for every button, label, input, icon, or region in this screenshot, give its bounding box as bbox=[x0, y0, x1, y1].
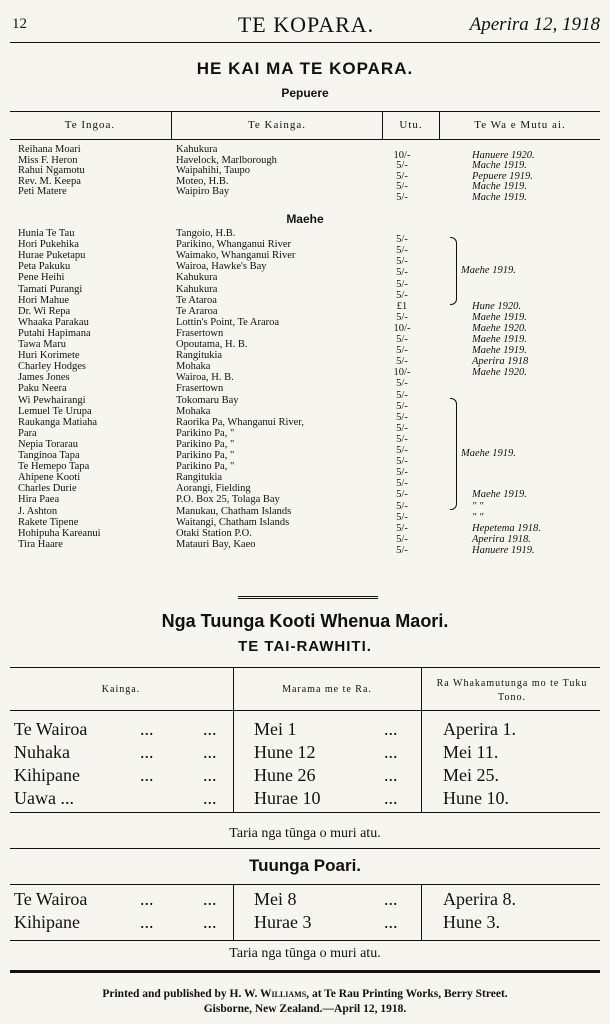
subscriber-place: Havelock, Marlborough bbox=[176, 154, 277, 166]
dots: ... bbox=[384, 719, 398, 739]
subscriber-price: 5/- bbox=[396, 522, 408, 534]
publisher-name: H. W. Williams, bbox=[229, 988, 310, 1000]
subscriber-price: 5/- bbox=[396, 345, 408, 357]
date: Mei 1 bbox=[254, 719, 297, 739]
subscriber-price: 10/- bbox=[393, 367, 411, 379]
table2-bottom-rule bbox=[10, 812, 600, 813]
subscriber-price: 5/- bbox=[396, 544, 408, 556]
subscriber-name: Tawa Maru bbox=[18, 339, 66, 350]
subscribers-title: HE KAI MA TE KOPARA. bbox=[196, 59, 414, 78]
subscriber-place: Mohaka bbox=[176, 361, 211, 373]
subscriber-price: 5/- bbox=[396, 411, 408, 423]
place: Te Wairoa bbox=[14, 719, 88, 739]
place: Nuhaka bbox=[14, 742, 70, 762]
subscriber-price: 5/- bbox=[396, 160, 408, 172]
subscriber-place: Frasertown bbox=[176, 383, 224, 395]
subscriber-place: Waimako, Whanganui River bbox=[176, 250, 296, 262]
subscriber-price: 5/- bbox=[396, 467, 408, 479]
place: Te Wairoa bbox=[14, 889, 88, 909]
subscriber-place: Moteo, H.B. bbox=[176, 175, 229, 187]
subscriber-row bbox=[0, 234, 610, 251]
board-row bbox=[0, 911, 610, 933]
subscriber-name: Rakete Tipene bbox=[18, 516, 79, 528]
subscriber-place: Wairoa, Hawke's Bay bbox=[176, 261, 267, 273]
subscriber-place: Matauri Bay, Kaeo bbox=[176, 538, 256, 550]
date: Hune 26 bbox=[254, 765, 316, 785]
dots: ... bbox=[203, 788, 217, 808]
subscriber-name: Rev. M. Keepa bbox=[18, 175, 81, 187]
subscriber-name: Raukanga Matiaha bbox=[18, 416, 98, 428]
subscriber-place: Otaki Station P.O. bbox=[176, 527, 252, 539]
subscriber-place: Parikino Pa, " bbox=[176, 438, 235, 450]
subscriber-place: Waitangi, Chatham Islands bbox=[176, 516, 290, 528]
subscriber-expiry: Maehe 1919. bbox=[472, 311, 527, 323]
subscriber-name: Dr. Wi Repa bbox=[18, 305, 71, 317]
subscriber-name: Tira Haare bbox=[18, 538, 63, 550]
subscriber-expiry: Pepuere 1919. bbox=[472, 170, 533, 182]
court-row bbox=[0, 718, 610, 740]
deadline: Hune 10. bbox=[443, 788, 509, 808]
dots: ... bbox=[203, 719, 217, 739]
col-divider bbox=[171, 111, 172, 139]
place: Kihipane bbox=[14, 912, 80, 932]
dots: ... bbox=[140, 765, 154, 785]
subscriber-name: Hori Mahue bbox=[18, 294, 70, 306]
subscriber-expiry: Hanuere 1919. bbox=[472, 544, 535, 556]
table3-bottom-rule bbox=[10, 940, 600, 941]
subscriber-expiry: Mache 1919. bbox=[472, 181, 527, 193]
subscriber-price: 5/- bbox=[396, 289, 408, 301]
court-title: Nga Tuunga Kooti Whenua Maori. bbox=[161, 611, 449, 631]
court-note: Taria nga tūnga o muri atu. bbox=[229, 826, 381, 841]
subscriber-place: Kahukura bbox=[176, 272, 218, 284]
subscriber-price: 5/- bbox=[396, 245, 408, 257]
subscriber-place: Tangoio, H.B. bbox=[176, 228, 236, 239]
subscriber-expiry: Hune 1920. bbox=[472, 300, 521, 312]
place: Uawa ... bbox=[14, 788, 74, 808]
subscriber-place: Raorika Pa, Whanganui River, bbox=[176, 416, 304, 428]
subscriber-expiry: " " bbox=[472, 511, 484, 523]
subscriber-name: Lemuel Te Urupa bbox=[18, 405, 92, 417]
subscriber-expiry: Maehe 1920. bbox=[472, 322, 527, 334]
subscriber-name: Tanginoa Tapa bbox=[18, 450, 80, 461]
subscriber-name: Huri Korimete bbox=[18, 350, 80, 362]
subscriber-expiry: Mache 1919. bbox=[472, 160, 527, 172]
board-row bbox=[0, 888, 610, 910]
subscriber-name: Tamati Purangi bbox=[18, 283, 83, 295]
subscriber-price: 10/- bbox=[393, 322, 411, 334]
dots: ... bbox=[384, 889, 398, 909]
subscriber-price: 5/- bbox=[396, 278, 408, 290]
subscriber-place: Parikino Pa, " bbox=[176, 427, 235, 439]
dots: ... bbox=[384, 788, 398, 808]
deadline: Aperira 1. bbox=[443, 719, 516, 739]
subscriber-price: 5/- bbox=[396, 445, 408, 456]
subscriber-price: 5/- bbox=[396, 356, 408, 368]
table2-header-rule bbox=[10, 710, 600, 711]
subscriber-name: Ahipene Kooti bbox=[18, 472, 81, 484]
dots: ... bbox=[140, 912, 154, 932]
subscriber-expiry: Hepetema 1918. bbox=[472, 522, 541, 534]
date: Hurae 10 bbox=[254, 788, 321, 808]
subscriber-name: James Jones bbox=[18, 372, 70, 384]
place: Kihipane bbox=[14, 765, 80, 785]
col-header-kainga: Kainga. bbox=[101, 684, 141, 695]
subscriber-row bbox=[0, 228, 610, 239]
subscriber-price: 5/- bbox=[396, 334, 408, 345]
table3-top-rule bbox=[10, 884, 600, 885]
imprint-prefix: Printed and published by bbox=[102, 988, 227, 1000]
subscriber-price: 5/- bbox=[396, 511, 408, 523]
subscriber-name: Hira Paea bbox=[18, 494, 60, 506]
subscriber-place: Kahukura bbox=[176, 144, 218, 155]
date: Mei 8 bbox=[254, 889, 297, 909]
subscriber-place: Mohaka bbox=[176, 405, 211, 417]
subscriber-name: Peti Matere bbox=[18, 186, 67, 198]
deadline: Mei 11. bbox=[443, 742, 499, 762]
table-header-rule bbox=[10, 139, 600, 140]
subscriber-place: Rangitukia bbox=[176, 350, 223, 362]
dots: ... bbox=[203, 912, 217, 932]
subscriber-place: Rangitukia bbox=[176, 472, 223, 484]
subscriber-place: Waipiro Bay bbox=[176, 186, 230, 198]
subscriber-row bbox=[0, 456, 610, 473]
subscriber-expiry: Maehe 1919. bbox=[472, 489, 527, 501]
subscriber-price: 5/- bbox=[396, 170, 408, 182]
issue-date: Aperira 12, 1918 bbox=[469, 14, 600, 35]
subscriber-expiry: Maehe 1920. bbox=[472, 367, 527, 379]
court-row bbox=[0, 741, 610, 763]
subscriber-price: 5/- bbox=[396, 311, 408, 323]
subscriber-name: Rahui Ngamotu bbox=[18, 165, 85, 177]
dots: ... bbox=[140, 742, 154, 762]
board-note: Taria nga tūnga o muri atu. bbox=[229, 946, 381, 961]
section-heading-pepuere: Pepuere bbox=[281, 86, 329, 100]
subscriber-price: £1 bbox=[396, 300, 408, 312]
subscriber-name: Paku Neera bbox=[18, 383, 67, 395]
subscriber-expiry: Aperira 1918. bbox=[472, 533, 531, 545]
subscriber-name: Hori Pukehika bbox=[18, 239, 79, 251]
section-heading-maehe: Maehe bbox=[286, 212, 324, 226]
subscriber-price: 5/- bbox=[396, 456, 408, 468]
subscriber-price: 5/- bbox=[396, 192, 408, 203]
subscriber-name: Peta Pakuku bbox=[18, 261, 71, 273]
board-title: Tuunga Poari. bbox=[248, 856, 362, 875]
section-divider bbox=[238, 596, 378, 601]
court-note-rule bbox=[10, 848, 600, 849]
col-header-deadline: Ra Whakamutunga mo te Tuku Tono. bbox=[436, 678, 588, 703]
dots: ... bbox=[203, 765, 217, 785]
subscriber-place: Opoutama, H. B. bbox=[176, 339, 248, 350]
court-row bbox=[0, 764, 610, 786]
subscriber-name: Nepia Torarau bbox=[18, 438, 79, 450]
subscriber-place: Kahukura bbox=[176, 283, 218, 295]
subscriber-place: P.O. Box 25, Tolaga Bay bbox=[176, 494, 280, 506]
bracket-label: Maehe 1919. bbox=[461, 448, 516, 459]
subscriber-price: 5/- bbox=[396, 389, 408, 401]
subscriber-expiry: Mache 1919. bbox=[472, 192, 527, 203]
subscriber-expiry: Maehe 1919. bbox=[472, 345, 527, 357]
subscriber-place: Te Araroa bbox=[176, 305, 218, 317]
subscriber-price: 5/- bbox=[396, 433, 408, 445]
subscriber-price: 5/- bbox=[396, 234, 408, 246]
subscriber-name: Wi Pewhairangi bbox=[18, 394, 86, 406]
subscriber-price: 5/- bbox=[396, 478, 408, 490]
page-header bbox=[12, 12, 600, 38]
court-subtitle: TE TAI-RAWHITI. bbox=[238, 638, 372, 655]
subscriber-price: 5/- bbox=[396, 489, 408, 501]
bracket-label: Maehe 1919. bbox=[461, 265, 516, 276]
subscriber-name: Charley Hodges bbox=[18, 361, 86, 373]
dots: ... bbox=[384, 765, 398, 785]
masthead-title: TE KOPARA. bbox=[237, 12, 375, 37]
subscriber-price: 5/- bbox=[396, 422, 408, 434]
subscriber-expiry: Maehe 1919. bbox=[472, 334, 527, 345]
col-header-expiry: Te Wa e Mutu ai. bbox=[474, 119, 566, 131]
subscriber-row bbox=[0, 445, 610, 461]
subscriber-name: Hohipuha Kareanui bbox=[18, 527, 101, 539]
deadline: Mei 25. bbox=[443, 765, 499, 785]
imprint bbox=[10, 987, 600, 1017]
subscriber-name: Pene Heihi bbox=[18, 272, 65, 284]
subscriber-place: Aorangi, Fielding bbox=[176, 483, 251, 495]
dots: ... bbox=[203, 889, 217, 909]
subscriber-price: 5/- bbox=[396, 256, 408, 268]
subscriber-place: Tokomaru Bay bbox=[176, 394, 239, 406]
dots: ... bbox=[203, 742, 217, 762]
col-header-date: Marama me te Ra. bbox=[282, 684, 372, 695]
imprint-line2: Gisborne, New Zealand.—April 12, 1918. bbox=[203, 1003, 407, 1015]
subscriber-place: Frasertown bbox=[176, 327, 224, 339]
dots: ... bbox=[384, 912, 398, 932]
col-header-name: Te Ingoa. bbox=[64, 119, 116, 131]
subscriber-name: Hunia Te Tau bbox=[18, 228, 75, 239]
dots: ... bbox=[384, 742, 398, 762]
col-header-price: Utu. bbox=[399, 119, 423, 131]
bracket bbox=[450, 237, 457, 305]
subscriber-name: Te Hemepo Tapa bbox=[18, 461, 90, 473]
subscriber-expiry: Aperira 1918 bbox=[472, 356, 529, 368]
subscriber-name: Putahi Hapimana bbox=[18, 327, 91, 339]
table2-top-rule bbox=[10, 667, 600, 668]
subscriber-place: Manukau, Chatham Islands bbox=[176, 505, 292, 517]
col-divider bbox=[439, 111, 440, 139]
subscriber-place: Parikino Pa, " bbox=[176, 461, 235, 473]
deadline: Hune 3. bbox=[443, 912, 500, 932]
subscriber-price: 5/- bbox=[396, 400, 408, 412]
date: Hune 12 bbox=[254, 742, 316, 762]
subscriber-name: Para bbox=[18, 427, 37, 439]
subscriber-place: Parikino Pa, " bbox=[176, 450, 235, 461]
subscriber-place: Wairoa, H. B. bbox=[176, 372, 234, 384]
subscriber-place: Te Ataroa bbox=[176, 294, 217, 306]
dots: ... bbox=[140, 719, 154, 739]
footer-rule bbox=[10, 970, 600, 973]
imprint-rest: at Te Rau Printing Works, Berry Street. bbox=[311, 988, 508, 1000]
subscriber-expiry: Hanuere 1920. bbox=[472, 149, 535, 161]
subscriber-name: Miss F. Heron bbox=[18, 154, 78, 166]
subscriber-expiry: " " bbox=[472, 500, 484, 512]
col-header-place: Te Kainga. bbox=[247, 119, 307, 131]
subscriber-name: Reihana Moari bbox=[18, 144, 81, 155]
subscriber-name: J. Ashton bbox=[18, 505, 58, 517]
subscriber-price: 5/- bbox=[396, 500, 408, 512]
bracket bbox=[450, 398, 457, 510]
dots: ... bbox=[140, 889, 154, 909]
header-rule bbox=[10, 42, 600, 43]
subscriber-place: Waipahihi, Taupo bbox=[176, 165, 251, 177]
subscriber-name: Whaaka Parakau bbox=[18, 316, 89, 328]
page-number: 12 bbox=[12, 16, 27, 32]
date: Hurae 3 bbox=[254, 912, 312, 932]
subscriber-price: 5/- bbox=[396, 533, 408, 545]
subscriber-name: Charles Durie bbox=[18, 483, 77, 495]
col-divider bbox=[382, 111, 383, 139]
court-row bbox=[0, 787, 610, 809]
subscriber-price: 5/- bbox=[396, 181, 408, 193]
subscriber-price: 5/- bbox=[396, 378, 408, 390]
subscriber-price: 10/- bbox=[393, 149, 411, 161]
subscriber-place: Parikino, Whanganui River bbox=[176, 239, 291, 251]
subscriber-place: Lottin's Point, Te Araroa bbox=[176, 316, 280, 328]
subscriber-price: 5/- bbox=[396, 267, 408, 279]
deadline: Aperira 8. bbox=[443, 889, 516, 909]
subscriber-name: Hurae Puketapu bbox=[18, 250, 86, 262]
